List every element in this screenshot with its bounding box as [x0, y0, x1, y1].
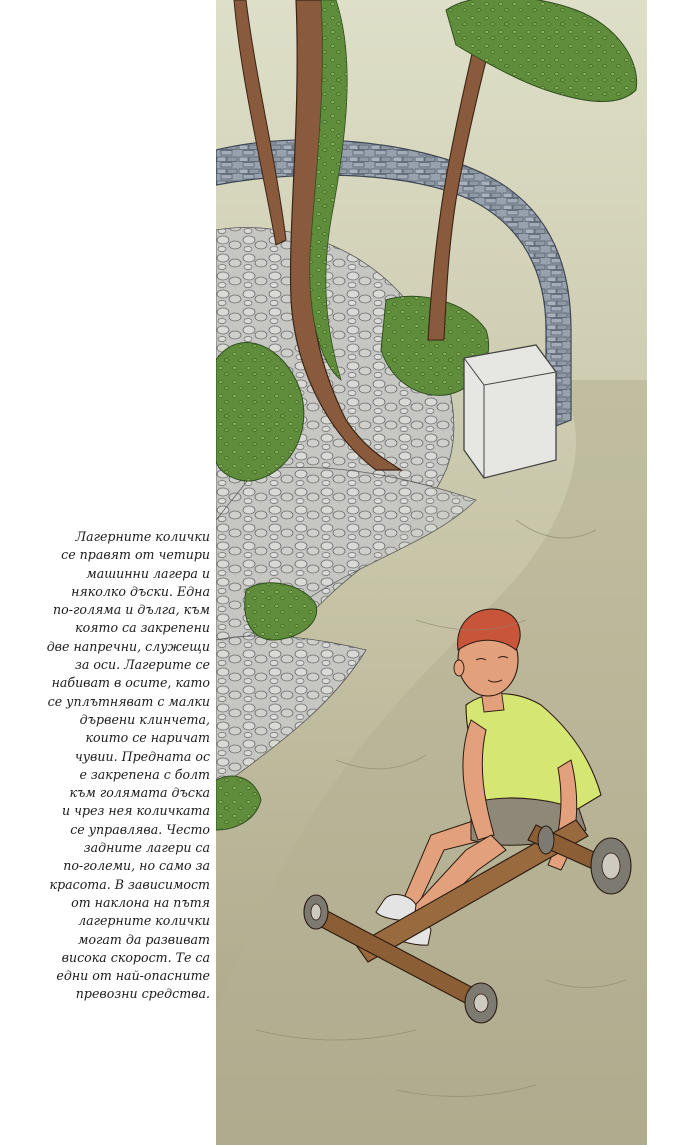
caption-line: набиват в осите, като — [51, 675, 210, 691]
caption-line: две напречни, служещи — [46, 638, 210, 654]
caption-line: се управлява. Често — [70, 821, 210, 837]
caption-line: се уплътняват с малки — [47, 693, 210, 709]
caption-line: лагерните колички — [78, 913, 210, 929]
right-margin — [647, 0, 700, 1145]
caption-line: по-голяма и дълга, към — [53, 602, 210, 618]
illustration-art — [216, 0, 647, 1145]
caption-paragraph — [18, 528, 210, 1004]
caption-line: която са закрепени — [75, 620, 210, 636]
caption-line: Лагерните колички — [75, 529, 210, 544]
caption-line: които се наричат — [85, 730, 210, 746]
caption-line: задните лагери са — [83, 840, 210, 856]
caption-line: могат да развиват — [78, 931, 210, 947]
caption-line: се правят от четири — [61, 547, 210, 563]
caption-line: едни от най-опасните — [56, 968, 210, 984]
caption-line: висока скорост. Те са — [61, 949, 210, 965]
illustration-panel — [216, 0, 647, 1145]
caption-line: превозни средства. — [75, 986, 210, 1002]
caption-line: машинни лагера и — [86, 565, 210, 581]
caption-line: дървени клинчета, — [79, 711, 210, 727]
caption-line: към голямата дъска — [69, 785, 210, 801]
caption-line: по-големи, но само за — [63, 858, 210, 874]
caption-line: и чрез нея количката — [62, 803, 210, 819]
caption-line: чувии. Предната ос — [74, 748, 210, 764]
text-column — [0, 0, 216, 1145]
caption-line: красота. В зависимост — [49, 876, 210, 892]
caption-line: от наклона на пътя — [71, 894, 210, 910]
caption-line: няколко дъски. Една — [71, 583, 210, 599]
stone-post — [464, 345, 556, 478]
caption-line: за оси. Лагерите се — [74, 657, 210, 673]
caption-line: е закрепена с болт — [79, 766, 210, 782]
